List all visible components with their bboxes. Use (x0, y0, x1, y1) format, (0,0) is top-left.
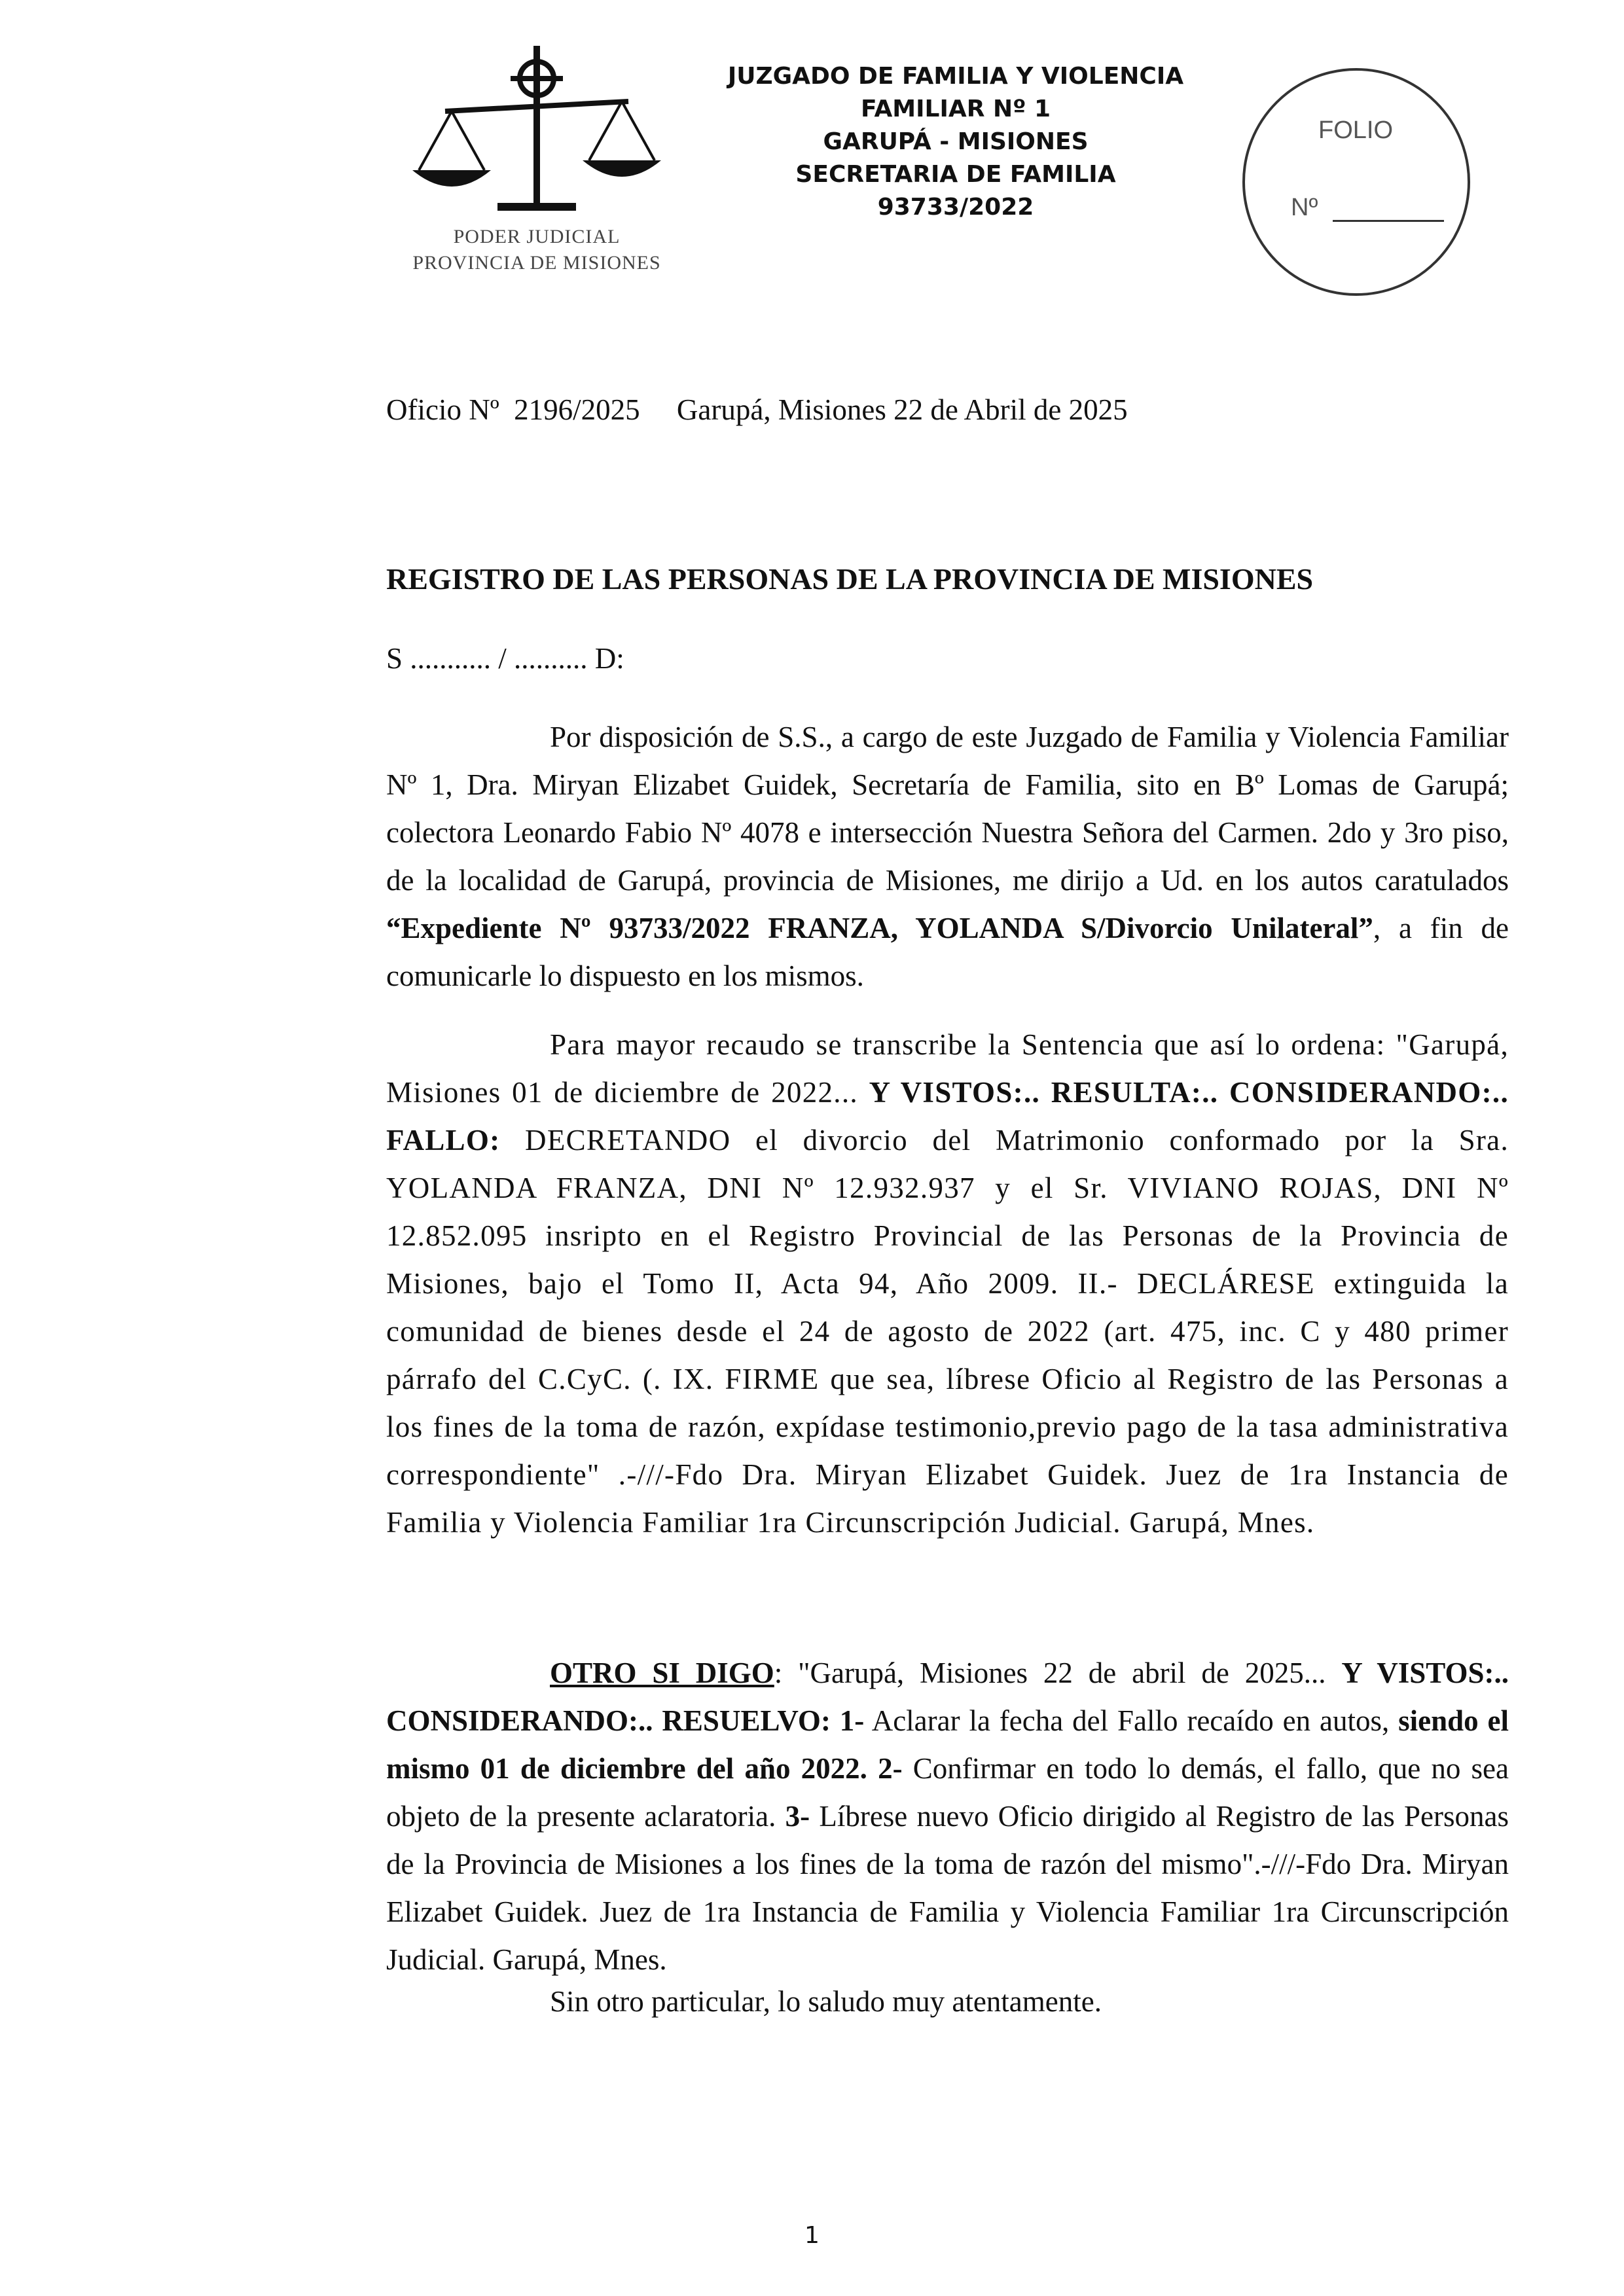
salutation: S ........... / .......... D: (386, 642, 624, 675)
addressee: REGISTRO DE LAS PERSONAS DE LA PROVINCIA DE MISIONES (386, 562, 1314, 596)
court-line-2: FAMILIAR Nº 1 (860, 96, 1051, 122)
court-line-3: GARUPÁ - MISIONES (823, 128, 1089, 155)
scales-of-justice-icon (399, 39, 674, 223)
poder-judicial-logo (399, 39, 674, 288)
paragraph2-text-1: Para mayor recaudo se transcribe la Sentencia que así lo ordena: "Garupá, Misiones 01 de diciembre de 2022... (386, 1028, 1509, 1109)
closing-line: Sin otro particular, lo saludo muy atentamente. (550, 1985, 1102, 2018)
paragraph2-text-2: DECRETANDO el divorcio del Matrimonio conformado por la Sra. YOLANDA FRANZA, DNI Nº 12.932.937 y el Sr. VIVIANO ROJAS, DNI Nº 12.852.095 insripto en el Registro Provincial de las Personas de la Provincia de Misiones, bajo el Tomo II, Acta 94, Año 2009. II.- DECLÁRESE extinguida la comunidad de bienes desde el 24 de agosto de 2022 (art. 475, inc. C y 480 primer párrafo del C.CyC. (. IX. FIRME que sea, líbrese Oficio al Registro de las Personas a los fines de la toma de razón, expídase testimonio,previo pago de la tasa administrativa correspondiente" .-///-Fdo Dra. Miryan Elizabet Guidek. Juez de 1ra Instancia de Familia y Violencia Familiar 1ra Circunscripción Judicial. Garupá, Mnes. (386, 1124, 1509, 1539)
paragraph1-text-1: Por disposición de S.S., a cargo de este Juzgado de Familia y Violencia Familiar Nº 1, Dra. Miryan Elizabet Guidek, Secretaría de Familia, sito en Bº Lomas de Garupá; colectora Leonardo Fabio Nº 4078 e intersección Nuestra Señora del Carmen. 2do y 3ro piso, de la localidad de Garupá, provincia de Misiones, me dirijo a Ud. en los autos caratulados (386, 721, 1509, 897)
page-number: 1 (804, 2222, 820, 2249)
oficio-place-date: Garupá, Misiones 22 de Abril de 2025 (676, 393, 1128, 426)
paragraph3-text-3: Confirmar en todo lo demás, el fallo, que no sea objeto de la presente aclaratoria. (386, 1752, 1509, 1833)
expediente-title: “Expediente Nº 93733/2022 FRANZA, YOLANDA S/Divorcio Unilateral” (386, 912, 1373, 944)
folio-number-line (1333, 220, 1444, 222)
court-line-4: SECRETARIA DE FAMILIA (795, 161, 1116, 188)
logo-text-provincia: PROVINCIA DE MISIONES (412, 252, 661, 274)
paragraph3-bold-1: Y VISTOS:.. CONSIDERANDO:.. RESUELVO: 1- (386, 1657, 1509, 1737)
court-header (707, 60, 1204, 224)
otro-si-digo-heading: OTRO SI DIGO (550, 1657, 774, 1689)
folio-number-label: Nº (1291, 194, 1318, 221)
court-line-1: JUZGADO DE FAMILIA Y VIOLENCIA (727, 63, 1184, 90)
folio-label: FOLIO (1318, 117, 1394, 144)
folio-stamp (1242, 68, 1470, 296)
paragraph2-bold-1: Y VISTOS:.. RESULTA:.. CONSIDERANDO:.. FALLO: (386, 1076, 1509, 1157)
paragraph-otro-si-digo (386, 1649, 1509, 1984)
paragraph3-text-1: : "Garupá, Misiones 22 de abril de 2025... (774, 1657, 1342, 1689)
paragraph3-text-2: Aclarar la fecha del Fallo recaído en autos, (864, 1704, 1399, 1737)
paragraph-sentencia (386, 1021, 1509, 1547)
court-line-5: 93733/2022 (877, 194, 1034, 221)
oficio-line (386, 393, 1128, 427)
paragraph3-text-4: Líbrese nuevo Oficio dirigido al Registro de las Personas de la Provincia de Misiones a los fines de la toma de razón del mismo".-///-Fdo Dra. Miryan Elizabet Guidek. Juez de 1ra Instancia de Familia y Violencia Familiar 1ra Circunscripción Judicial. Garupá, Mnes. (386, 1800, 1509, 1976)
paragraph3-bold-3: 3- (785, 1800, 810, 1833)
oficio-number: Oficio Nº 2196/2025 (386, 393, 640, 426)
logo-text-poder-judicial: PODER JUDICIAL (453, 226, 621, 247)
paragraph1-text-2: , a fin de comunicarle lo dispuesto en los mismos. (386, 912, 1509, 992)
paragraph3-bold-2: siendo el mismo 01 de diciembre del año 2022. 2- (386, 1704, 1509, 1785)
paragraph-disposicion (386, 713, 1509, 1000)
